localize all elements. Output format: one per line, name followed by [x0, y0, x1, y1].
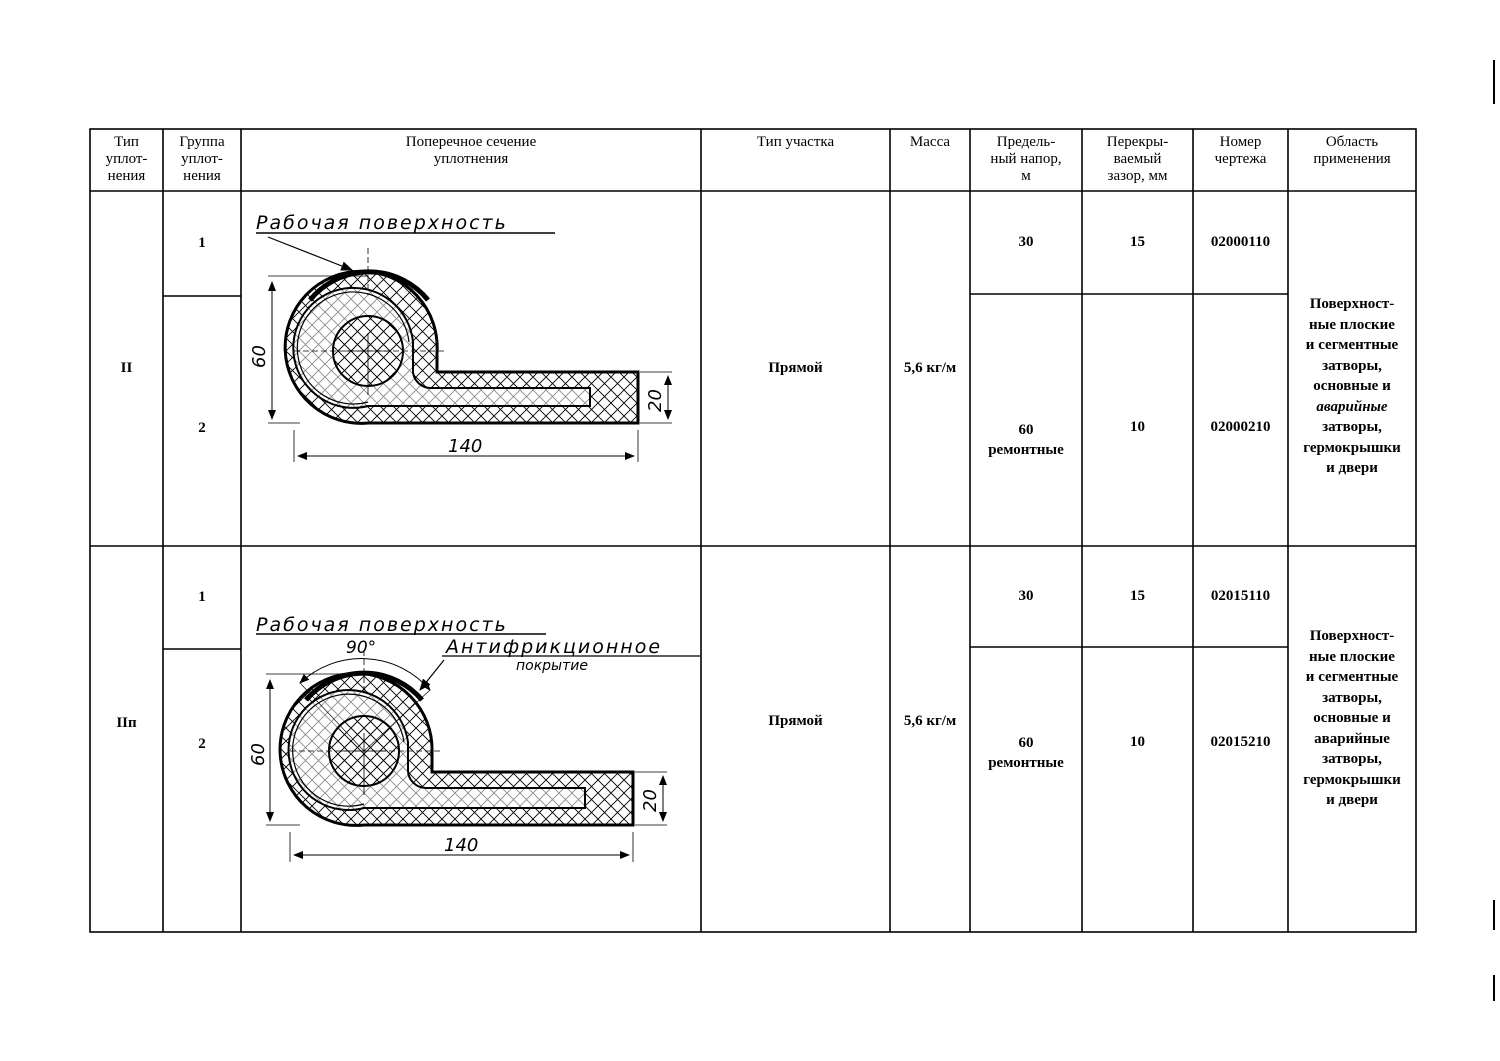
seal-type-cell: II — [120, 360, 133, 376]
thickness-dimension-label: 20 — [640, 789, 661, 812]
mass-cell: 5,6 кг/м — [903, 360, 957, 376]
coating-label-line2: покрытие — [516, 658, 588, 674]
header-drawing: Номер чертежа — [1214, 134, 1267, 167]
header-site: Тип участка — [756, 134, 835, 150]
scan-edge-mark — [1493, 975, 1495, 1001]
seal-group-cell: 1 — [198, 235, 206, 251]
seal-group-cell: 2 — [198, 420, 206, 436]
scan-edge-mark — [1493, 60, 1495, 104]
seal-section-drawing-IIp — [256, 634, 700, 862]
seal-type-cell: IIп — [116, 715, 137, 731]
site-type-cell: Прямой — [768, 712, 823, 729]
working-surface-label: Рабочая поверхность — [256, 212, 508, 234]
length-dimension-label: 140 — [444, 835, 479, 856]
header-pressure: Предель- ный напор, м — [990, 134, 1062, 184]
pressure-cell: 30 — [1018, 234, 1034, 250]
header-type: Тип уплот- нения — [105, 134, 148, 184]
application-area-cell: Поверхност- ные плоские и сегментные затворы, основные и аварийные затворы, гермокрышки и двери — [1303, 296, 1401, 476]
gap-cell: 10 — [1130, 733, 1145, 750]
drawing-number-cell: 02015210 — [1210, 733, 1271, 750]
working-surface-label: Рабочая поверхность — [256, 614, 508, 636]
angle-label: 90° — [346, 638, 377, 658]
mass-cell: 5,6 кг/м — [903, 712, 957, 729]
drawing-number-cell: 02015110 — [1210, 588, 1271, 604]
thickness-dimension-label: 20 — [645, 389, 666, 412]
header-gap: Перекры- ваемый зазор, мм — [1106, 134, 1169, 184]
pressure-cell: 60 ремонтные — [988, 735, 1064, 771]
seal-group-cell: 2 — [198, 735, 206, 752]
header-group: Группа уплот- нения — [179, 134, 225, 184]
height-dimension-label: 60 — [249, 345, 270, 368]
gap-cell: 15 — [1130, 234, 1145, 250]
header-mass: Масса — [909, 134, 951, 150]
header-section: Поперечное сечение уплотнения — [405, 134, 537, 167]
height-dimension-label: 60 — [248, 743, 269, 766]
seal-group-cell: 1 — [198, 589, 206, 605]
seal-section-drawing-II — [256, 233, 672, 462]
scan-edge-mark — [1493, 900, 1495, 930]
application-area-cell: Поверхност- ные плоские и сегментные затворы, основные и аварийные затворы, гермокрышки и двери — [1303, 628, 1401, 808]
gap-cell: 10 — [1130, 419, 1145, 435]
pressure-cell: 60 ремонтные — [988, 422, 1064, 458]
gap-cell: 15 — [1130, 588, 1145, 604]
drawing-number-cell: 02000110 — [1210, 234, 1271, 250]
coating-label: Антифрикционное — [446, 636, 663, 658]
site-type-cell: Прямой — [768, 360, 823, 376]
pressure-cell: 30 — [1018, 588, 1034, 604]
drawing-number-cell: 02000210 — [1210, 419, 1271, 435]
header-area: Область применения — [1313, 134, 1391, 167]
length-dimension-label: 140 — [448, 436, 483, 457]
